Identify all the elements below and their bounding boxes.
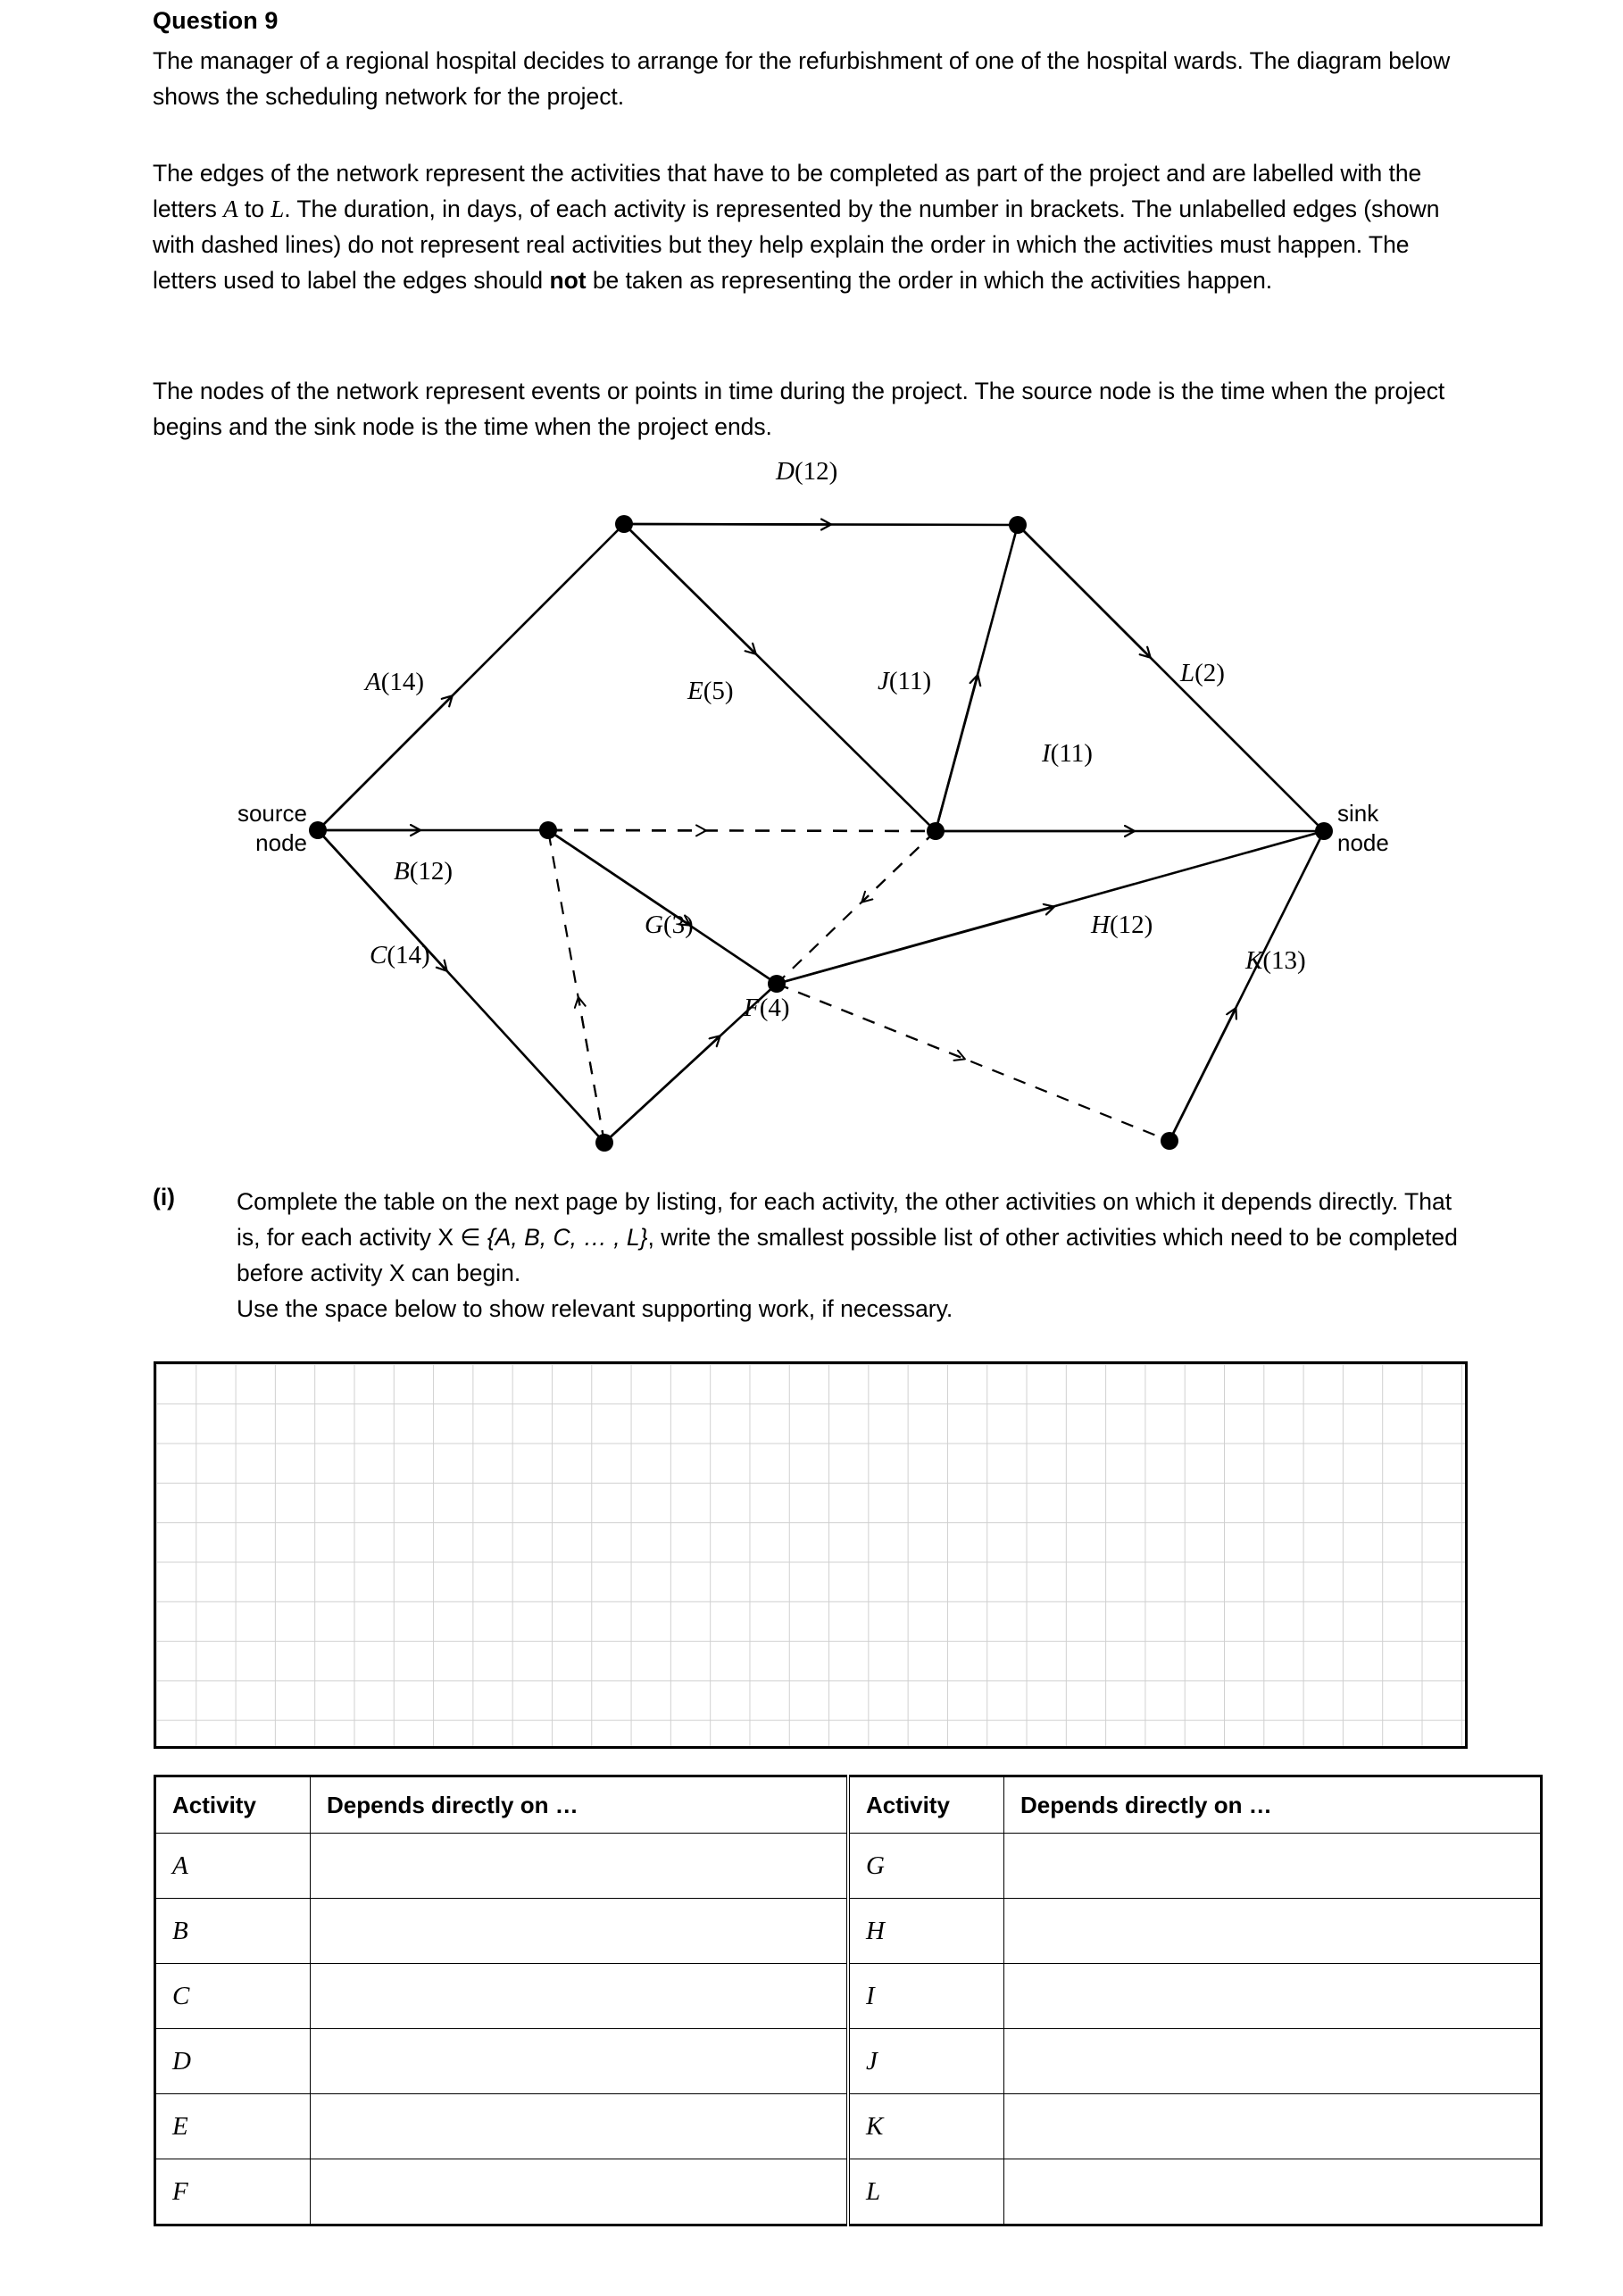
node-n3 bbox=[539, 821, 557, 839]
variable-x-2: X bbox=[388, 1260, 405, 1286]
activity-cell-a: A bbox=[155, 1834, 311, 1899]
node-sink bbox=[1315, 822, 1333, 840]
table-row bbox=[155, 2094, 1542, 2159]
activity-cell-h: H bbox=[848, 1899, 1004, 1964]
node-n5 bbox=[768, 975, 786, 993]
edges-paragraph bbox=[153, 155, 1469, 298]
dummy-edge-n3-n4 bbox=[548, 830, 936, 831]
edge-label-H: H(12) bbox=[1091, 911, 1153, 939]
edge-label-E: E(5) bbox=[687, 677, 734, 705]
part-i-text-d: can begin. bbox=[404, 1260, 521, 1286]
table-row bbox=[155, 1899, 1542, 1964]
edge-label-B: B(12) bbox=[394, 857, 454, 886]
activity-cell-g: G bbox=[848, 1834, 1004, 1899]
table-row bbox=[155, 2029, 1542, 2094]
table-row bbox=[155, 2159, 1542, 2225]
nodes-paragraph-text: The nodes of the network represent events or points in time during the project. The source node is the time when the project begins and the sink node is the time when the project ends. bbox=[153, 378, 1445, 440]
answer-cell-b[interactable] bbox=[311, 1899, 849, 1964]
part-i-label: (i) bbox=[153, 1184, 176, 1210]
letter-a-italic: A bbox=[223, 195, 238, 222]
nodes-paragraph bbox=[153, 373, 1469, 445]
edge-label-A: A(14) bbox=[365, 668, 425, 696]
edge-label-K: K(13) bbox=[1245, 946, 1306, 975]
edges-paragraph-part-b: to bbox=[237, 195, 271, 222]
page-title: Question 9 bbox=[153, 7, 279, 34]
activity-cell-b: B bbox=[155, 1899, 311, 1964]
variable-x-1: X bbox=[437, 1224, 454, 1251]
scheduling-network-diagram bbox=[0, 457, 1623, 1178]
activity-cell-d: D bbox=[155, 2029, 311, 2094]
answer-cell-c[interactable] bbox=[311, 1964, 849, 2029]
part-i-text-c: , write the smallest possible list of other activities which need to be completed before activity bbox=[237, 1224, 1458, 1286]
answer-cell-g[interactable] bbox=[1004, 1834, 1542, 1899]
edge-G bbox=[548, 830, 777, 984]
table-header-row bbox=[155, 1776, 1542, 1834]
activity-cell-j: J bbox=[848, 2029, 1004, 2094]
node-n1 bbox=[615, 515, 633, 533]
edges-paragraph-part-d: be taken as representing the order in which the activities happen. bbox=[586, 267, 1273, 294]
source-node-label: source node bbox=[237, 800, 307, 856]
activity-cell-e: E bbox=[155, 2094, 311, 2159]
header-depends-right: Depends directly on … bbox=[1004, 1776, 1542, 1834]
edge-label-F: F(4) bbox=[744, 994, 790, 1022]
intro-paragraph bbox=[153, 43, 1469, 114]
node-n6 bbox=[595, 1134, 613, 1152]
table-row bbox=[155, 1964, 1542, 2029]
edge-label-C: C(14) bbox=[370, 941, 430, 969]
answer-cell-i[interactable] bbox=[1004, 1964, 1542, 2029]
activity-cell-i: I bbox=[848, 1964, 1004, 2029]
sink-node-label: sink node bbox=[1337, 800, 1389, 856]
answer-cell-f[interactable] bbox=[311, 2159, 849, 2225]
part-i-text-a: Complete the table on the next page by listing, for each activity, the other activities on which it depends directly. That is, for each activity bbox=[237, 1188, 1452, 1251]
node-n2 bbox=[1009, 516, 1027, 534]
letter-l-italic: L bbox=[270, 195, 285, 222]
answer-cell-j[interactable] bbox=[1004, 2029, 1542, 2094]
part-i-text bbox=[237, 1184, 1473, 1291]
table-header bbox=[155, 1776, 1542, 1834]
dependency-table bbox=[154, 1775, 1543, 2226]
edge-label-I: I(11) bbox=[1042, 739, 1093, 768]
answer-cell-l[interactable] bbox=[1004, 2159, 1542, 2225]
dummy-edge-n6-n3 bbox=[548, 830, 604, 1143]
part-i-note: Use the space below to show relevant supporting work, if necessary. bbox=[237, 1295, 953, 1322]
edge-C bbox=[318, 830, 604, 1143]
node-n4 bbox=[927, 822, 945, 840]
node-n7 bbox=[1161, 1132, 1178, 1150]
edge-L bbox=[1018, 525, 1324, 831]
edge-label-G: G(3) bbox=[645, 911, 694, 939]
activity-cell-k: K bbox=[848, 2094, 1004, 2159]
activity-cell-l: L bbox=[848, 2159, 1004, 2225]
edge-label-J: J(11) bbox=[878, 667, 932, 695]
edge-label-D: D(12) bbox=[776, 457, 838, 486]
header-depends-left: Depends directly on … bbox=[311, 1776, 849, 1834]
edge-A bbox=[318, 524, 624, 830]
edge-label-L: L(2) bbox=[1180, 659, 1225, 687]
node-source bbox=[309, 821, 327, 839]
edges-paragraph-part-a: The edges of the network represent the activities that have to be completed as part of the project and are labelled with the letters bbox=[153, 160, 1422, 222]
dummy-edge-n5-n7 bbox=[777, 984, 1169, 1141]
working-space-grid[interactable] bbox=[154, 1361, 1468, 1749]
header-activity-left: Activity bbox=[155, 1776, 311, 1834]
edge-K bbox=[1169, 831, 1324, 1141]
emphasis-not: not bbox=[549, 267, 587, 294]
activity-set: {A, B, C, … , L} bbox=[487, 1224, 648, 1251]
answer-cell-a[interactable] bbox=[311, 1834, 849, 1899]
answer-cell-d[interactable] bbox=[311, 2029, 849, 2094]
edge-J bbox=[936, 525, 1018, 831]
edge-H bbox=[777, 831, 1324, 984]
edge-D bbox=[624, 524, 1018, 525]
answer-cell-e[interactable] bbox=[311, 2094, 849, 2159]
answer-cell-h[interactable] bbox=[1004, 1899, 1542, 1964]
header-activity-right: Activity bbox=[848, 1776, 1004, 1834]
table-row bbox=[155, 1834, 1542, 1899]
activity-cell-f: F bbox=[155, 2159, 311, 2225]
answer-cell-k[interactable] bbox=[1004, 2094, 1542, 2159]
intro-paragraph-text: The manager of a regional hospital decides to arrange for the refurbishment of one of the hospital wards. The diagram below shows the scheduling network for the project. bbox=[153, 47, 1451, 110]
table-body bbox=[155, 1834, 1542, 2225]
part-i-text-b: ∈ bbox=[454, 1224, 487, 1251]
edges-paragraph-part-c: . The duration, in days, of each activity is represented by the number in brackets. The unlabelled edges (shown with dashed lines) do not represent real activities but they help explain the order in which the activities must happen. The letters used to label the edges should bbox=[153, 195, 1440, 294]
activity-cell-c: C bbox=[155, 1964, 311, 2029]
